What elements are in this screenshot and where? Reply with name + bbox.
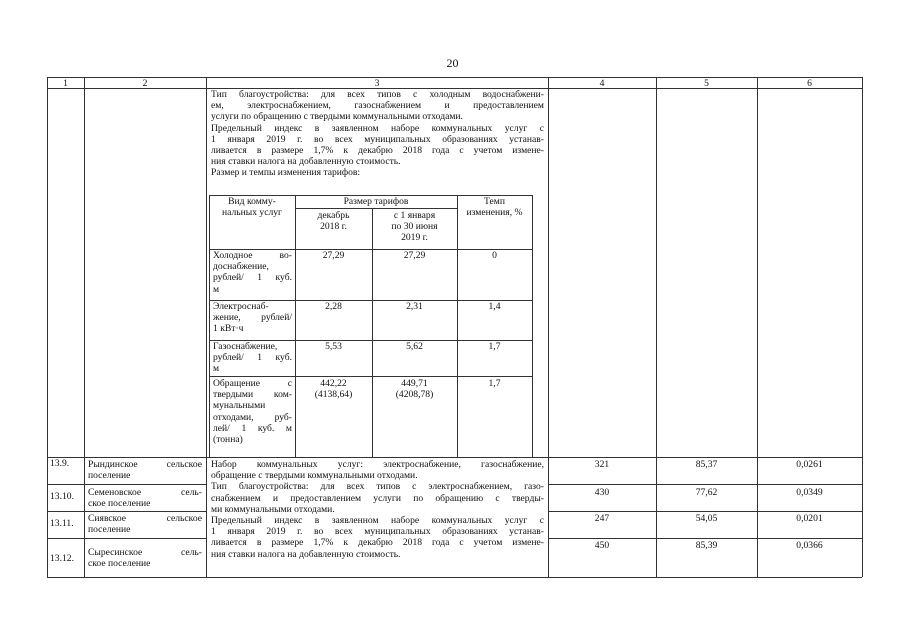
row-col5: 85,37 — [695, 459, 718, 470]
row-settlement-name: Семеновское сель- ское поселение — [88, 487, 202, 510]
row-number: 13.10. — [50, 491, 74, 502]
row-col4: 321 — [594, 459, 610, 470]
tariff-row-rate: 1,7 — [488, 378, 501, 389]
row-col4: 450 — [594, 540, 610, 551]
block2-text: Набор коммунальных услуг: электроснабжение, газоснабжение, обращение с твердыми коммунальными отходами. Тип благоустройства: для всех типов с электроснабжением, газо- снабжением и предоставлением услуги по обращению с тверды- ми коммунальными отходами. Предельный индекс в заявленном наборе коммунальных услуг с 1 января 2019 г. во всех муниципальных образованиях устанав- ливается в размере 1,7% к декабрю 2018 года с учетом измене- ния ставки налога на добавленную стоимость. — [211, 459, 544, 560]
row-col5: 85,39 — [695, 540, 718, 551]
tariff-row-dec: 5,53 — [325, 341, 342, 352]
tariff-row-name: Газоснабжение, рублей/ 1 куб. м — [213, 341, 292, 375]
row-col6: 0,0366 — [796, 540, 823, 551]
row-col6: 0,0261 — [796, 459, 823, 470]
tariff-row-rate: 1,7 — [488, 341, 501, 352]
tariff-row-dec: 27,29 — [322, 250, 345, 261]
tariff-row-jan: 449,71 (4208,78) — [395, 378, 434, 401]
col-header-5: 5 — [704, 78, 709, 89]
row-col5: 54,05 — [695, 513, 718, 524]
col-header-1: 1 — [63, 78, 68, 89]
row-col4: 247 — [594, 513, 610, 524]
tariff-header-size: Размер тарифов — [343, 196, 409, 207]
tariff-row-name: Обращение с твердыми ком- мунальными отходами, руб- лей/ 1 куб. м (тонна) — [213, 378, 292, 446]
tariff-row-name: Холодное во- доснабжение, рублей/ 1 куб. м — [213, 250, 292, 295]
tariff-row-rate: 0 — [492, 250, 497, 261]
tariff-row-jan: 27,29 — [403, 250, 426, 261]
col-header-6: 6 — [807, 78, 812, 89]
tariff-row-dec: 442,22 (4138,64) — [314, 378, 353, 401]
row-number: 13.11. — [50, 518, 74, 529]
row-number: 13.12. — [50, 553, 74, 564]
tariff-header-jan: с 1 января по 30 июня 2019 г. — [391, 210, 438, 244]
tariff-header-type: Вид комму- нальных услуг — [222, 196, 282, 219]
col-header-4: 4 — [599, 78, 605, 89]
row-col4: 430 — [594, 487, 610, 498]
tariff-header-rate: Темп изменения, % — [466, 196, 523, 219]
tariff-header-dec: декабрь 2018 г. — [317, 210, 350, 233]
row-settlement-name: Сиявское сельское поселение — [88, 513, 202, 536]
tariff-row-dec: 2,28 — [325, 301, 342, 312]
col-header-2: 2 — [142, 78, 148, 89]
row-settlement-name: Рындинское сельское поселение — [88, 459, 202, 482]
col-header-3: 3 — [374, 78, 380, 89]
tariff-row-rate: 1,4 — [488, 301, 501, 312]
block1-text: Тип благоустройства: для всех типов с холодным водоснабжени- ем, электроснабжением, газоснабжением и предоставлением услуги по обращению с твердыми коммунальными отходами. Предельный индекс в заявленном наборе коммунальных услуг с 1 января 2019 г. во всех муниципальных образованиях устанав- ливается в размере 1,7% к декабрю 2018 года с учетом измене- ния ставки налога на добавленную стоимость. Размер и темпы изменения тарифов: — [211, 89, 544, 179]
tariff-row-jan: 2,31 — [406, 301, 423, 312]
tariff-row-jan: 5,62 — [406, 341, 423, 352]
row-number: 13.9. — [50, 458, 70, 469]
row-col5: 77,62 — [695, 487, 718, 498]
page-number: 20 — [446, 56, 459, 70]
row-col6: 0,0349 — [796, 487, 823, 498]
tariff-row-name: Электроснаб- жение, рублей/ 1 кВт·ч — [213, 301, 292, 335]
row-col6: 0,0201 — [796, 513, 823, 524]
row-settlement-name: Сыресинское сель- ское поселение — [88, 547, 202, 570]
